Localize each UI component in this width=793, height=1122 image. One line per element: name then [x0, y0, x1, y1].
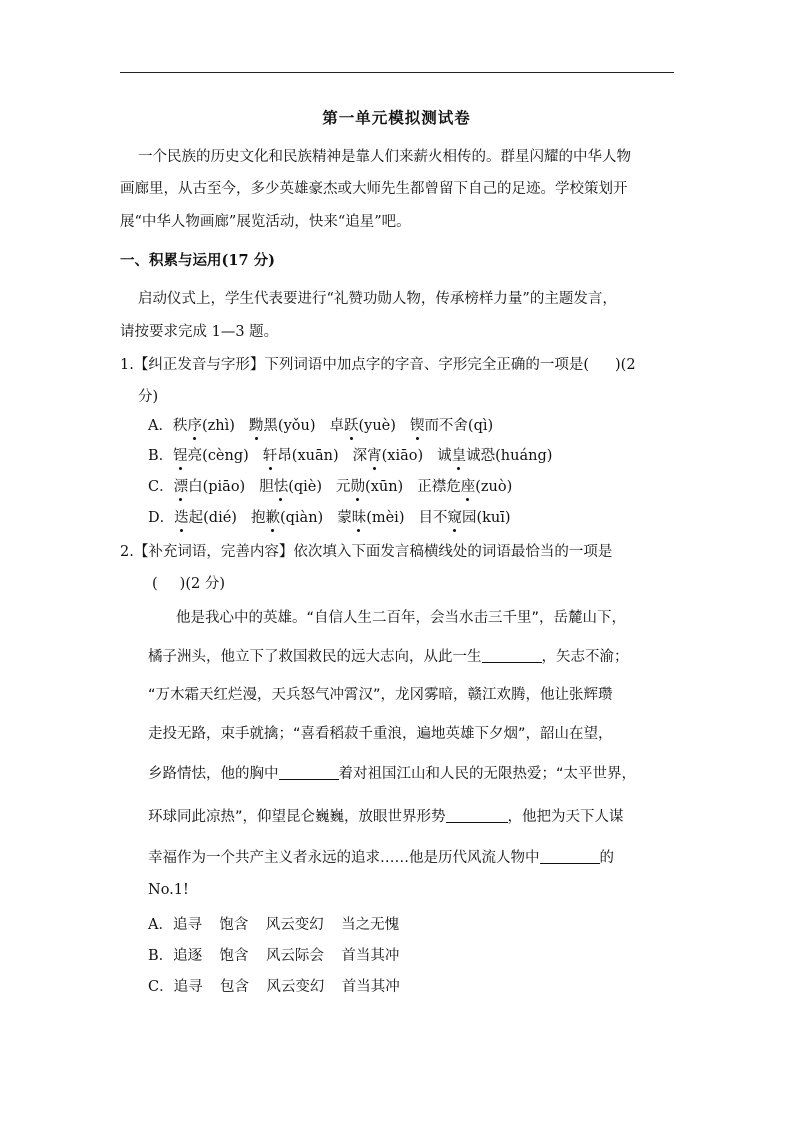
passage-line-3: “万木霜天红烂漫，天兵怒气冲霄汉”，龙冈雾暗，赣江欢腾，他让张辉瓒	[148, 687, 613, 703]
q1-stem-text: 1.【纠正发音与字形】下列词语中加点字的字音、字形完全正确的一项是(	[120, 357, 589, 373]
section-intro-line-2: 请按要求完成 1—3 题。	[120, 324, 279, 340]
passage-line-6: 环球同此凉热”，仰望昆仑巍巍，放眼世界形势 ，他把为天下人谋	[148, 809, 624, 825]
q2-option-a: A．追寻 饱含 风云变幻 当之无愧	[148, 917, 400, 933]
intro-line-2: 画廊里，从古至今，多少英雄豪杰或大师先生都曾留下自己的足迹。学校策划开	[120, 181, 628, 197]
q1-stem-cont: 分)	[138, 389, 159, 405]
answer-blank-4[interactable]	[540, 849, 600, 865]
q1-option-a: A．秩序(zhì) 黝黑(yǒu) 卓跃(yuè) 锲而不舍(qì)	[148, 414, 493, 435]
page-title: 第一单元模拟测试卷	[322, 108, 471, 127]
section-heading-1: 一、积累与运用(17 分)	[120, 252, 275, 269]
q2-option-b: B．追逐 饱含 风云际会 首当其冲	[148, 948, 400, 964]
passage-line-5: 乡路情怯，他的胸中 着对祖国江山和人民的无限热爱；“太平世界，	[148, 766, 637, 782]
q1-option-b: B．锃亮(cèng) 轩昂(xuān) 深宵(xiāo) 诚皇诚恐(huáng)	[148, 444, 552, 465]
q1-stem	[120, 353, 636, 374]
section-intro-line-1: 启动仪式上，学生代表要进行“礼赞功勋人物，传承榜样力量”的主题发言，	[138, 291, 617, 307]
q1-option-d: D．迭起(dié) 抱歉(qiàn) 蒙昧(mèi) 目不窥园(kuī)	[148, 506, 511, 527]
q2-option-c: C．追寻 包含 风云变幻 首当其冲	[148, 979, 400, 995]
intro-line-1: 一个民族的历史文化和民族精神是靠人们来薪火相传的。群星闪耀的中华人物	[138, 149, 631, 165]
passage-line-1: 他是我心中的英雄。“自信人生二百年，会当水击三千里”，岳麓山下，	[176, 610, 627, 626]
q1-stem-score: )(2	[615, 357, 636, 373]
intro-line-3: 展“中华人物画廊”展览活动，快来“追星”吧。	[120, 214, 411, 230]
answer-blank-2[interactable]	[279, 765, 339, 781]
passage-line-4: 走投无路，束手就擒；“喜看稻菽千重浪，遍地英雄下夕烟”，韶山在望，	[148, 726, 613, 742]
passage-line-7: 幸福作为一个共产主义者永远的追求……他是历代风流人物中 的	[148, 850, 614, 866]
passage-line-2: 橘子洲头，他立下了救国救民的远大志向，从此一生 ，矢志不渝；	[148, 649, 629, 665]
q2-stem-cont: ( )(2 分)	[152, 576, 225, 592]
header-rule	[120, 72, 674, 73]
passage-line-8: No.1!	[148, 882, 189, 898]
answer-blank-1[interactable]	[482, 648, 542, 664]
answer-blank-3[interactable]	[446, 808, 508, 824]
q1-option-c: C．漂白(piāo) 胆怯(qiè) 元勋(xūn) 正襟危座(zuò)	[148, 475, 512, 496]
q2-stem: 2.【补充词语，完善内容】依次填入下面发言稿横线处的词语最恰当的一项是	[120, 544, 613, 560]
